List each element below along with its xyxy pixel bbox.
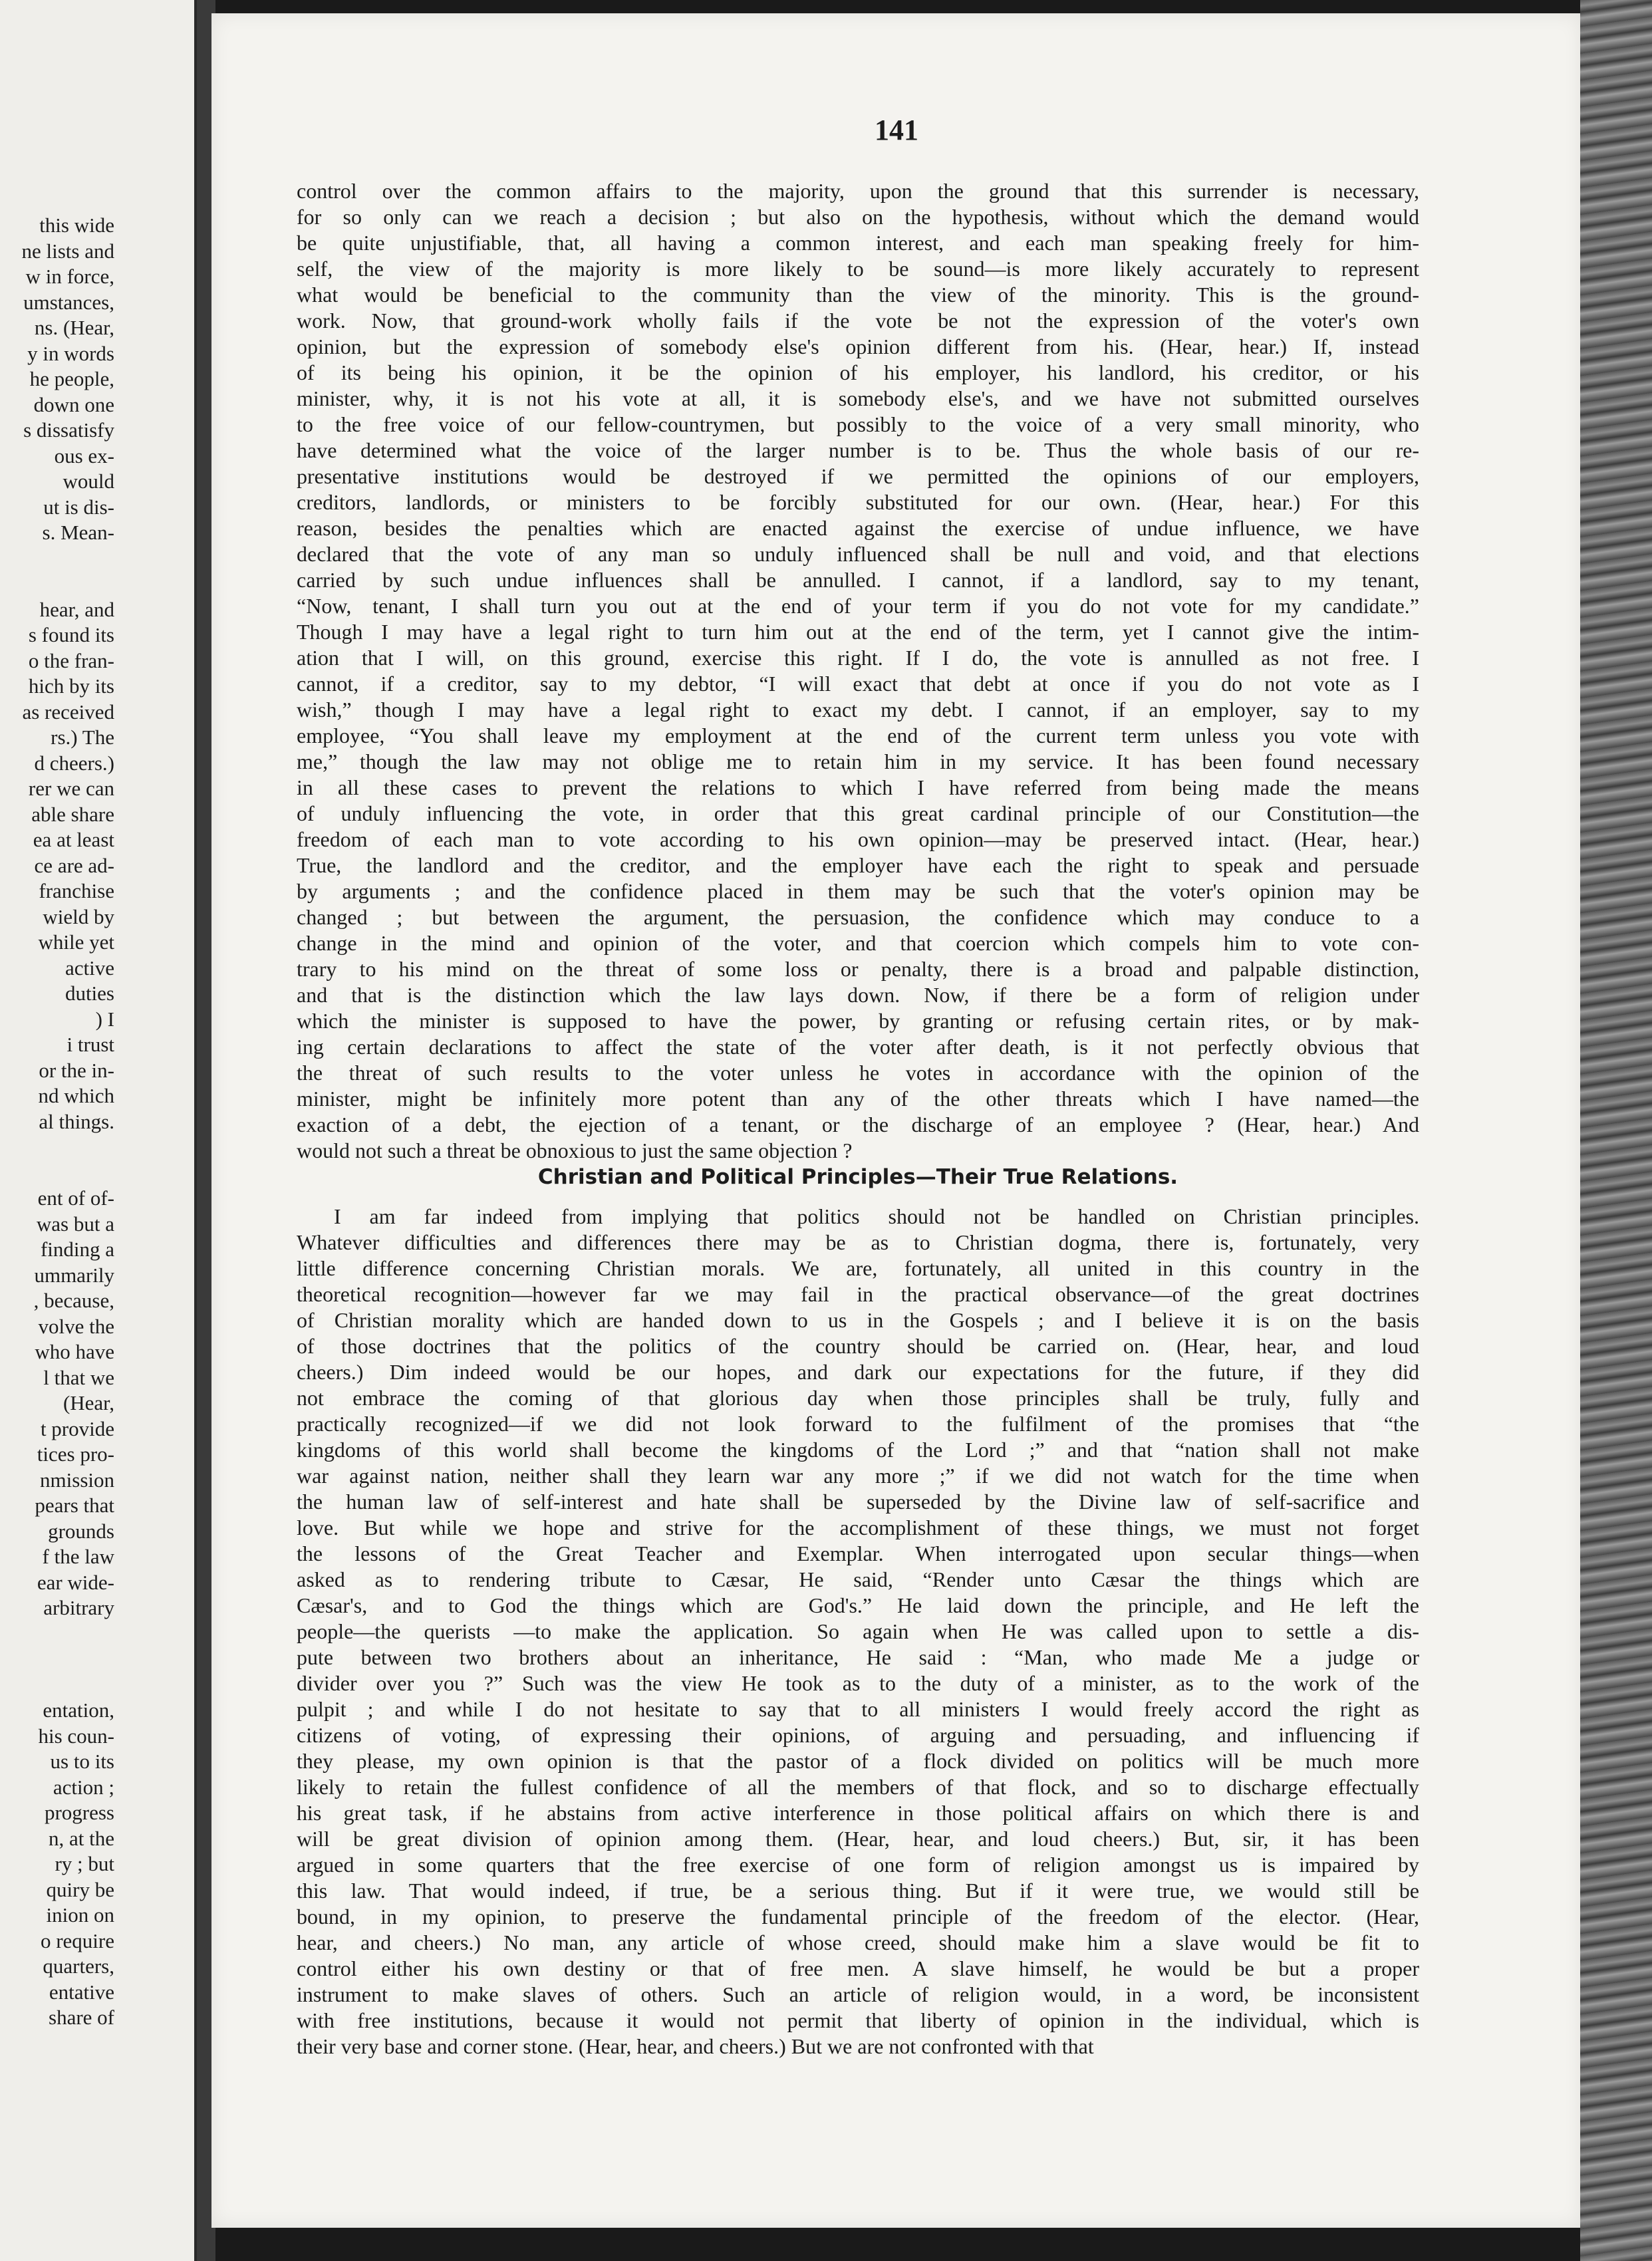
text-line: be quite unjustifiable, that, all having a common interest, and each man speaking freely for him- [297,231,1419,255]
facing-page-text-fragment: he people, [29,367,114,390]
facing-page-text-fragment: (Hear, [63,1391,114,1414]
facing-page-text-fragment: f the law [42,1545,114,1568]
text-line: people—the querists —to make the application. So again when He was called upon to settle a dis- [297,1619,1419,1643]
text-line: asked as to rendering tribute to Cæsar, He said, “Render unto Cæsar the things which are [297,1567,1419,1591]
facing-page-text-fragment: wield by [43,904,114,928]
facing-page-text-fragment: or the in- [39,1058,114,1082]
text-line: wish,” though I may have a legal right to exact my debt. I cannot, if an employer, say to my [297,698,1419,722]
facing-page-text-fragment: rs.) The [51,726,114,749]
text-line: war against nation, neither shall they learn war any more ;” if we did not watch for the time when [297,1464,1419,1488]
text-line: theoretical recognition—however far we may fail in the practical observance—of the great doctrines [297,1282,1419,1306]
text-line: of its being his opinion, it be the opinion of his employer, his landlord, his creditor, or his [297,360,1419,384]
text-line: self, the view of the majority is more likely to be sound—is more likely accurately to represent [297,257,1419,281]
text-line: bound, in my opinion, to preserve the fundamental principle of the freedom of the elector. (Hear, [297,1905,1419,1928]
facing-page-text-fragment: tices pro- [37,1442,114,1466]
facing-page-text-fragment: inion on [46,1903,114,1927]
facing-page-text-fragment: al things. [39,1109,114,1133]
paragraph-christian-principles [297,1204,1419,2060]
facing-page-text-fragment: ous ex- [54,444,114,467]
section-heading: Christian and Political Principles—Their True Relations. [537,1165,1178,1189]
text-line: little difference concerning Christian morals. We are, fortunately, all united in this country in the [297,1256,1419,1280]
facing-page-text-fragment: ent of of- [37,1186,114,1210]
text-line: hear, and cheers.) No man, any article of whose creed, should make him a slave would be fit to [297,1930,1419,1954]
facing-page-text-fragment: quiry be [46,1877,114,1901]
text-line: ation that I will, on this ground, exercise this right. If I do, the vote is annulled as not free. I [297,646,1419,670]
facing-page-text-fragment: would [63,469,114,493]
facing-page-text-fragment: this wide [39,213,114,237]
facing-page-text-fragment: nmission [40,1468,114,1492]
facing-page-text-fragment: quarters, [43,1954,114,1978]
facing-page-text-fragment: s. Mean- [42,521,114,544]
text-line: they please, my own opinion is that the pastor of a flock divided on politics will be much more [297,1749,1419,1773]
text-line: freedom of each man to vote according to his own opinion—may be preserved intact. (Hear, hear.) [297,827,1419,851]
facing-page-text-fragment: arbitrary [43,1596,114,1619]
text-line: the human law of self-interest and hate shall be superseded by the Divine law of self-sacrifice and [297,1490,1419,1514]
text-line: his great task, if he abstains from active interference in those political affairs on which there is and [297,1801,1419,1825]
text-line: to the free voice of our fellow-countrymen, but possibly to the voice of a very small minority, who [297,412,1419,436]
text-line: cannot, if a creditor, say to my debtor, “I will exact that debt at once if you do not vote as I [297,672,1419,696]
facing-page-text-fragment: ea at least [33,828,114,851]
facing-page-text-fragment: ce are ad- [34,853,114,877]
facing-page-text-fragment: down one [33,392,114,416]
text-line: declared that the vote of any man so unduly influenced shall be null and void, and that elections [297,542,1419,566]
facing-page-text-fragment: o require [40,1928,114,1952]
facing-page-text-fragment: as received [22,700,114,724]
text-line: in all these cases to prevent the relations to which I have referred from being made the means [297,775,1419,799]
text-line: and that is the distinction which the law lays down. Now, if there be a form of religion under [297,983,1419,1007]
facing-page-text-fragment: pears that [35,1494,114,1517]
text-line: employee, “You shall leave my employment at the end of the current term unless you vote with [297,724,1419,747]
facing-page-text-fragment: able share [31,802,114,826]
text-line: Cæsar's, and to God the things which are God's.” He laid down the principle, and He left the [297,1593,1419,1617]
marbled-edge [1580,0,1652,2261]
facing-page-text-fragment: who have [35,1340,114,1363]
facing-page-text-fragment: d cheers.) [34,751,114,775]
facing-page-text-fragment: while yet [38,930,114,954]
text-line: argued in some quarters that the free exercise of one form of religion amongst us is impaired by [297,1853,1419,1877]
facing-page-text-fragment: finding a [40,1238,114,1261]
text-line: cheers.) Dim indeed would be our hopes, and dark our expectations for the future, if they did [297,1360,1419,1384]
text-line: minister, might be infinitely more potent than any of the other threats which I have named—the [297,1087,1419,1111]
facing-page-text-fragment: ummarily [34,1263,114,1287]
facing-page-text-fragment: ) I [95,1007,114,1031]
facing-page-text-fragment: entation, [43,1698,114,1722]
text-line: pulpit ; and while I do not hesitate to say that to all ministers I would freely accord the right as [297,1697,1419,1721]
facing-page-fragment [0,0,197,2261]
text-line: their very base and corner stone. (Hear, hear, and cheers.) But we are not confronted with that [297,2034,1094,2058]
text-line: what would be beneficial to the community than the view of the minority. This is the ground- [297,283,1419,307]
facing-page-text-fragment: t provide [40,1416,114,1440]
facing-page-text-fragment: entative [49,1980,114,2004]
text-line: me,” though the law may not oblige me to retain him in my service. It has been found necessary [297,749,1419,773]
text-line: by arguments ; and the confidence placed in them may be such that the voter's opinion may be [297,879,1419,903]
text-line: likely to retain the fullest confidence of all the members of that flock, and so to discharge effectually [297,1775,1419,1799]
text-line: trary to his mind on the threat of some loss or penalty, there is a broad and palpable distinction, [297,957,1419,981]
text-line: Though I may have a legal right to turn him out at the end of the term, yet I cannot give the intim- [297,620,1419,644]
text-line: which the minister is supposed to have the power, by granting or refusing certain rites, or by mak- [297,1009,1419,1033]
facing-page-text-fragment: franchise [39,879,114,902]
facing-page-text-fragment: hear, and [39,597,114,621]
facing-page-text-fragment: ry ; but [55,1852,114,1875]
text-line: kingdoms of this world shall become the kingdoms of the Lord ;” and that “nation shall not make [297,1438,1419,1462]
text-line: carried by such undue influences shall be annulled. I cannot, if a landlord, say to my tenant, [297,568,1419,592]
text-line: will be great division of opinion among them. (Hear, hear, and loud cheers.) But, sir, it has been [297,1827,1419,1851]
facing-page-text-fragment: was but a [36,1212,114,1236]
text-line: creditors, landlords, or ministers to be forcibly substituted for our own. (Hear, hear.) For this [297,490,1419,514]
text-line: citizens of voting, of expressing their opinions, of arguing and persuading, and influencing if [297,1723,1419,1747]
text-line: of Christian morality which are handed down to us in the Gospels ; and I believe it is on the basis [297,1308,1419,1332]
facing-page-text-fragment: y in words [27,341,114,365]
facing-page-text-fragment: active [65,956,114,980]
text-line: the lessons of the Great Teacher and Exemplar. When interrogated upon secular things—when [297,1541,1419,1565]
text-line: control over the common affairs to the majority, upon the ground that this surrender is necessary, [297,179,1419,203]
document-page [211,13,1582,2228]
text-line: would not such a threat be obnoxious to just the same objection ? [297,1138,853,1162]
facing-page-text-fragment: nd which [38,1084,114,1107]
facing-page-text-fragment: w in force, [25,265,114,288]
text-line: of unduly influencing the vote, in order that this great cardinal principle of our Constitution—the [297,801,1419,825]
facing-page-text-fragment: n, at the [49,1826,114,1850]
text-line: love. But while we hope and strive for the accomplishment of these things, we must not forget [297,1516,1419,1539]
facing-page-text-fragment: ne lists and [21,239,114,263]
text-line: work. Now, that ground-work wholly fails if the vote be not the expression of the voter's own [297,309,1419,332]
facing-page-text-fragment: rer we can [28,777,114,800]
facing-page-text-fragment: grounds [48,1519,114,1543]
text-line: control either his own destiny or that of free men. A slave himself, he would be but a proper [297,1956,1419,1980]
facing-page-text-fragment: l that we [43,1365,114,1389]
paragraph-continuation [297,178,1419,1164]
facing-page-text-fragment: action ; [53,1775,114,1799]
facing-page-text-fragment: umstances, [23,290,114,314]
facing-page-text-fragment: , because, [33,1289,114,1312]
facing-page-text-fragment: ns. (Hear, [34,316,114,339]
facing-page-text-fragment: progress [44,1801,114,1824]
text-line: presentative institutions would be destroyed if we permitted the opinions of our employers, [297,464,1419,488]
text-line: changed ; but between the argument, the persuasion, the confidence which may conduce to a [297,905,1419,929]
facing-page-text-fragment: duties [65,982,114,1005]
facing-page-text-fragment: volve the [38,1314,114,1338]
text-line: of those doctrines that the politics of the country should be carried on. (Hear, hear, and loud [297,1334,1419,1358]
page-number: 141 [875,114,918,146]
text-line: exaction of a debt, the ejection of a tenant, or the discharge of an employee ? (Hear, hear.) And [297,1113,1419,1136]
facing-page-text-fragment: i trust [67,1033,114,1056]
text-line: the threat of such results to the voter unless he votes in accordance with the opinion of the [297,1061,1419,1085]
text-line: I am far indeed from implying that politics should not be handled on Christian principles. [334,1204,1419,1228]
text-line: this law. That would indeed, if true, be a serious thing. But if it were true, we would still be [297,1879,1419,1903]
text-line: for so only can we reach a decision ; but also on the hypothesis, without which the demand would [297,205,1419,229]
text-line: “Now, tenant, I shall turn you out at the end of your term if you do not vote for my candidate.” [297,594,1419,618]
text-line: reason, besides the penalties which are enacted against the exercise of undue influence, we have [297,516,1419,540]
facing-page-text-fragment: his coun- [38,1724,114,1748]
facing-page-text-fragment: us to its [50,1750,114,1773]
facing-page-text-fragment: ear wide- [37,1570,114,1594]
text-line: divider over you ?” Such was the view He took as to the duty of a minister, as to the work of the [297,1671,1419,1695]
text-line: True, the landlord and the creditor, and the employer have each the right to speak and persuade [297,853,1419,877]
text-line: pute between two brothers about an inheritance, He said : “Man, who made Me a judge or [297,1645,1419,1669]
text-line: instrument to make slaves of others. Such an article of religion would, in a word, be inconsistent [297,1982,1419,2006]
facing-page-text-fragment: s found its [28,623,114,646]
facing-page-text-fragment: hich by its [28,674,114,698]
text-line: opinion, but the expression of somebody else's opinion different from his. (Hear, hear.) If, instead [297,334,1419,358]
text-line: have determined what the voice of the larger number is to be. Thus the whole basis of our re- [297,438,1419,462]
text-line: not embrace the coming of that glorious day when those principles shall be truly, fully and [297,1386,1419,1410]
facing-page-text-fragment: o the fran- [28,648,114,672]
text-line: ing certain declarations to affect the state of the voter after death, is it not perfectly obvious that [297,1035,1419,1059]
facing-page-text-fragment: ut is dis- [43,495,114,519]
text-line: minister, why, it is not his vote at all, it is somebody else's, and we have not submitted ourselves [297,386,1419,410]
facing-page-text-fragment: s dissatisfy [23,418,114,442]
text-line: practically recognized—if we did not look forward to the fulfilment of the promises that “the [297,1412,1419,1436]
text-line: with free institutions, because it would not permit that liberty of opinion in the individual, which is [297,2008,1419,2032]
facing-page-text-fragment: share of [49,2006,114,2029]
text-line: change in the mind and opinion of the voter, and that coercion which compels him to vote con- [297,931,1419,955]
text-line: Whatever difficulties and differences there may be as to Christian dogma, there is, fortunately, very [297,1230,1419,1254]
